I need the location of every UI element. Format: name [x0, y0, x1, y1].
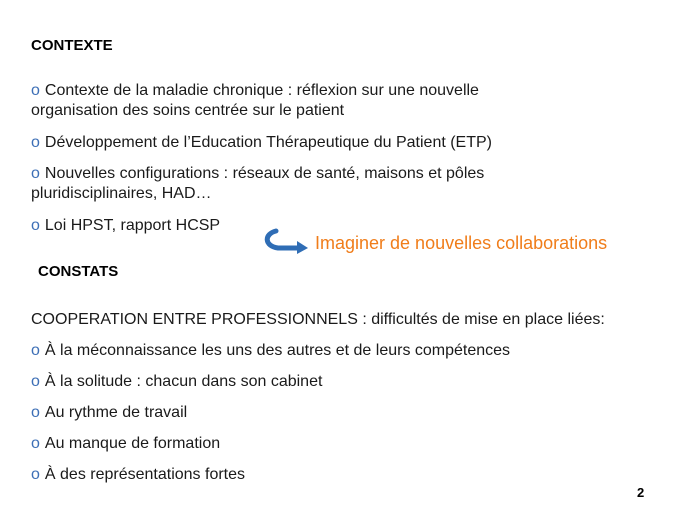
bullet-text-continued: pluridisciplinaires, HAD… — [31, 185, 212, 202]
constats-bullet-1 — [31, 341, 510, 361]
constats-bullet-2 — [31, 372, 322, 392]
bullet-text: Au rythme de travail — [44, 404, 188, 421]
constats-intro: COOPERATION ENTRE PROFESSIONNELS : difficultés de mise en place liées: — [31, 311, 605, 328]
bullet-text-continued: organisation des soins centrée sur le patient — [31, 102, 345, 119]
bullet-text: Au manque de formation — [44, 435, 221, 452]
bullet-marker: o — [31, 404, 40, 421]
bullet-marker: o — [31, 82, 40, 99]
bullet-marker: o — [31, 342, 40, 359]
page-number: 2 — [637, 485, 645, 500]
contexte-bullet-1 — [31, 81, 479, 121]
bullet-text: Développement de l’Education Thérapeutique du Patient (ETP) — [44, 134, 492, 151]
bullet-marker: o — [31, 134, 40, 151]
bullet-text: Contexte de la maladie chronique : réflexion sur une nouvelle — [44, 82, 479, 99]
contexte-heading: CONTEXTE — [31, 37, 113, 54]
bullet-text: À des représentations fortes — [44, 466, 246, 483]
constats-bullet-5 — [31, 465, 245, 485]
bullet-marker: o — [31, 373, 40, 390]
bullet-text: À la solitude : chacun dans son cabinet — [44, 373, 323, 390]
contexte-bullet-3 — [31, 164, 484, 204]
bullet-text: À la méconnaissance les uns des autres et de leurs compétences — [44, 342, 511, 359]
curved-arrow-icon — [262, 228, 310, 254]
bullet-marker: o — [31, 217, 40, 234]
bullet-marker: o — [31, 165, 40, 182]
constats-bullet-3 — [31, 403, 187, 423]
collaborations-callout: Imaginer de nouvelles collaborations — [315, 233, 608, 253]
bullet-marker: o — [31, 466, 40, 483]
constats-bullet-4 — [31, 434, 220, 454]
bullet-marker: o — [31, 435, 40, 452]
contexte-bullet-2 — [31, 133, 492, 153]
constats-heading: CONSTATS — [38, 263, 119, 280]
bullet-text: Nouvelles configurations : réseaux de santé, maisons et pôles — [44, 165, 485, 182]
contexte-bullet-4 — [31, 216, 220, 236]
bullet-text: Loi HPST, rapport HCSP — [44, 217, 221, 234]
